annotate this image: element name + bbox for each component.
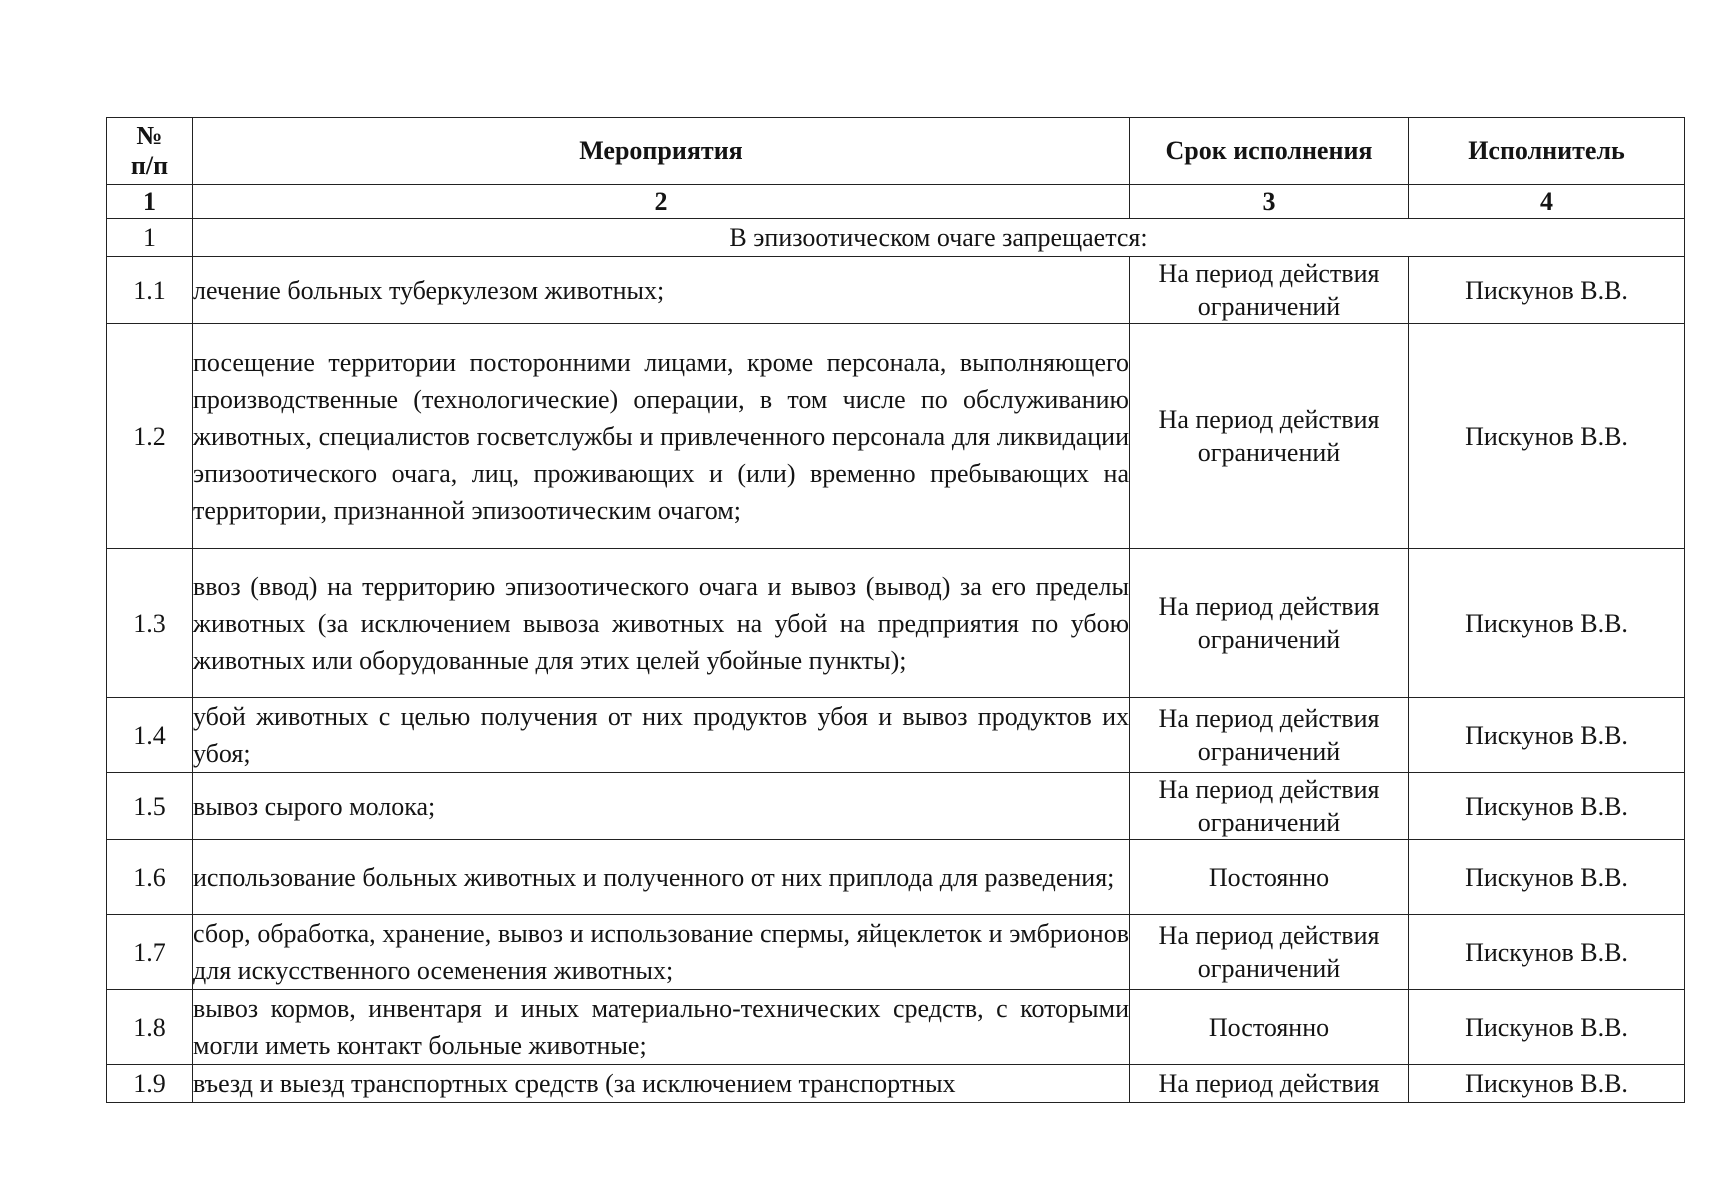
row-term: На период действия ограничений: [1130, 257, 1409, 324]
row-executor: Пискунов В.В.: [1409, 840, 1685, 915]
row-activity: использование больных животных и полученного от них приплода для разведения;: [193, 840, 1130, 915]
row-executor: Пискунов В.В.: [1409, 549, 1685, 698]
table-row: [107, 1065, 1685, 1103]
row-number: 1.1: [107, 257, 193, 324]
row-activity: лечение больных туберкулезом животных;: [193, 257, 1130, 324]
row-term: На период действия: [1130, 1065, 1409, 1103]
row-number: 1.4: [107, 698, 193, 773]
row-executor: Пискунов В.В.: [1409, 324, 1685, 549]
row-activity: посещение территории посторонними лицами, кроме персонала, выполняющего производственные (технологические) операции, в том числе по обслуживанию животных, специалистов госветслужбы и привлеченного персонала для ликвидации эпизоотического очага, лиц, проживающих и (или) временно пребывающих на территории, признанной эпизоотическим очагом;: [193, 324, 1130, 549]
row-activity: въезд и выезд транспортных средств (за исключением транспортных: [193, 1065, 1130, 1103]
column-number: 4: [1409, 185, 1685, 219]
table-row: [107, 915, 1685, 990]
row-activity: сбор, обработка, хранение, вывоз и использование спермы, яйцеклеток и эмбрионов для искусственного осеменения животных;: [193, 915, 1130, 990]
table-row: [107, 990, 1685, 1065]
row-activity: вывоз сырого молока;: [193, 773, 1130, 840]
section-row: [107, 219, 1685, 257]
row-term: На период действия ограничений: [1130, 773, 1409, 840]
row-activity: вывоз кормов, инвентаря и иных материально-технических средств, с которыми могли иметь контакт больные животные;: [193, 990, 1130, 1065]
row-executor: Пискунов В.В.: [1409, 990, 1685, 1065]
column-numbers-row: [107, 185, 1685, 219]
row-term: На период действия ограничений: [1130, 698, 1409, 773]
row-term: Постоянно: [1130, 840, 1409, 915]
row-executor: Пискунов В.В.: [1409, 257, 1685, 324]
column-number: 3: [1130, 185, 1409, 219]
row-number: 1.6: [107, 840, 193, 915]
column-number: 2: [193, 185, 1130, 219]
table-row: [107, 324, 1685, 549]
row-number: 1.3: [107, 549, 193, 698]
header-activity: Мероприятия: [193, 118, 1130, 185]
table-row: [107, 840, 1685, 915]
table-header-row: [107, 118, 1685, 185]
table-row: [107, 549, 1685, 698]
section-title: В эпизоотическом очаге запрещается:: [193, 219, 1685, 257]
row-number: 1.9: [107, 1065, 193, 1103]
table-row: [107, 698, 1685, 773]
table-row: [107, 773, 1685, 840]
row-executor: Пискунов В.В.: [1409, 698, 1685, 773]
row-number: 1.8: [107, 990, 193, 1065]
header-number: [107, 118, 193, 185]
row-executor: Пискунов В.В.: [1409, 915, 1685, 990]
row-term: На период действия ограничений: [1130, 549, 1409, 698]
section-number: 1: [107, 219, 193, 257]
table-row: [107, 257, 1685, 324]
header-number-abbr: п/п: [130, 151, 169, 180]
row-number: 1.7: [107, 915, 193, 990]
row-activity: убой животных с целью получения от них продуктов убоя и вывоз продуктов их убоя;: [193, 698, 1130, 773]
row-activity: ввоз (ввод) на территорию эпизоотического очага и вывоз (вывод) за его пределы животных (за исключением вывоза животных на убой на предприятия по убою животных или оборудованные для этих целей убойные пункты);: [193, 549, 1130, 698]
row-term: Постоянно: [1130, 990, 1409, 1065]
column-number: 1: [107, 185, 193, 219]
row-executor: Пискунов В.В.: [1409, 1065, 1685, 1103]
header-number-sign: №: [136, 121, 163, 150]
row-number: 1.2: [107, 324, 193, 549]
header-term: Срок исполнения: [1130, 118, 1409, 185]
row-executor: Пискунов В.В.: [1409, 773, 1685, 840]
row-term: На период действия ограничений: [1130, 915, 1409, 990]
measures-table: [106, 117, 1685, 1103]
header-executor: Исполнитель: [1409, 118, 1685, 185]
row-number: 1.5: [107, 773, 193, 840]
row-term: На период действия ограничений: [1130, 324, 1409, 549]
